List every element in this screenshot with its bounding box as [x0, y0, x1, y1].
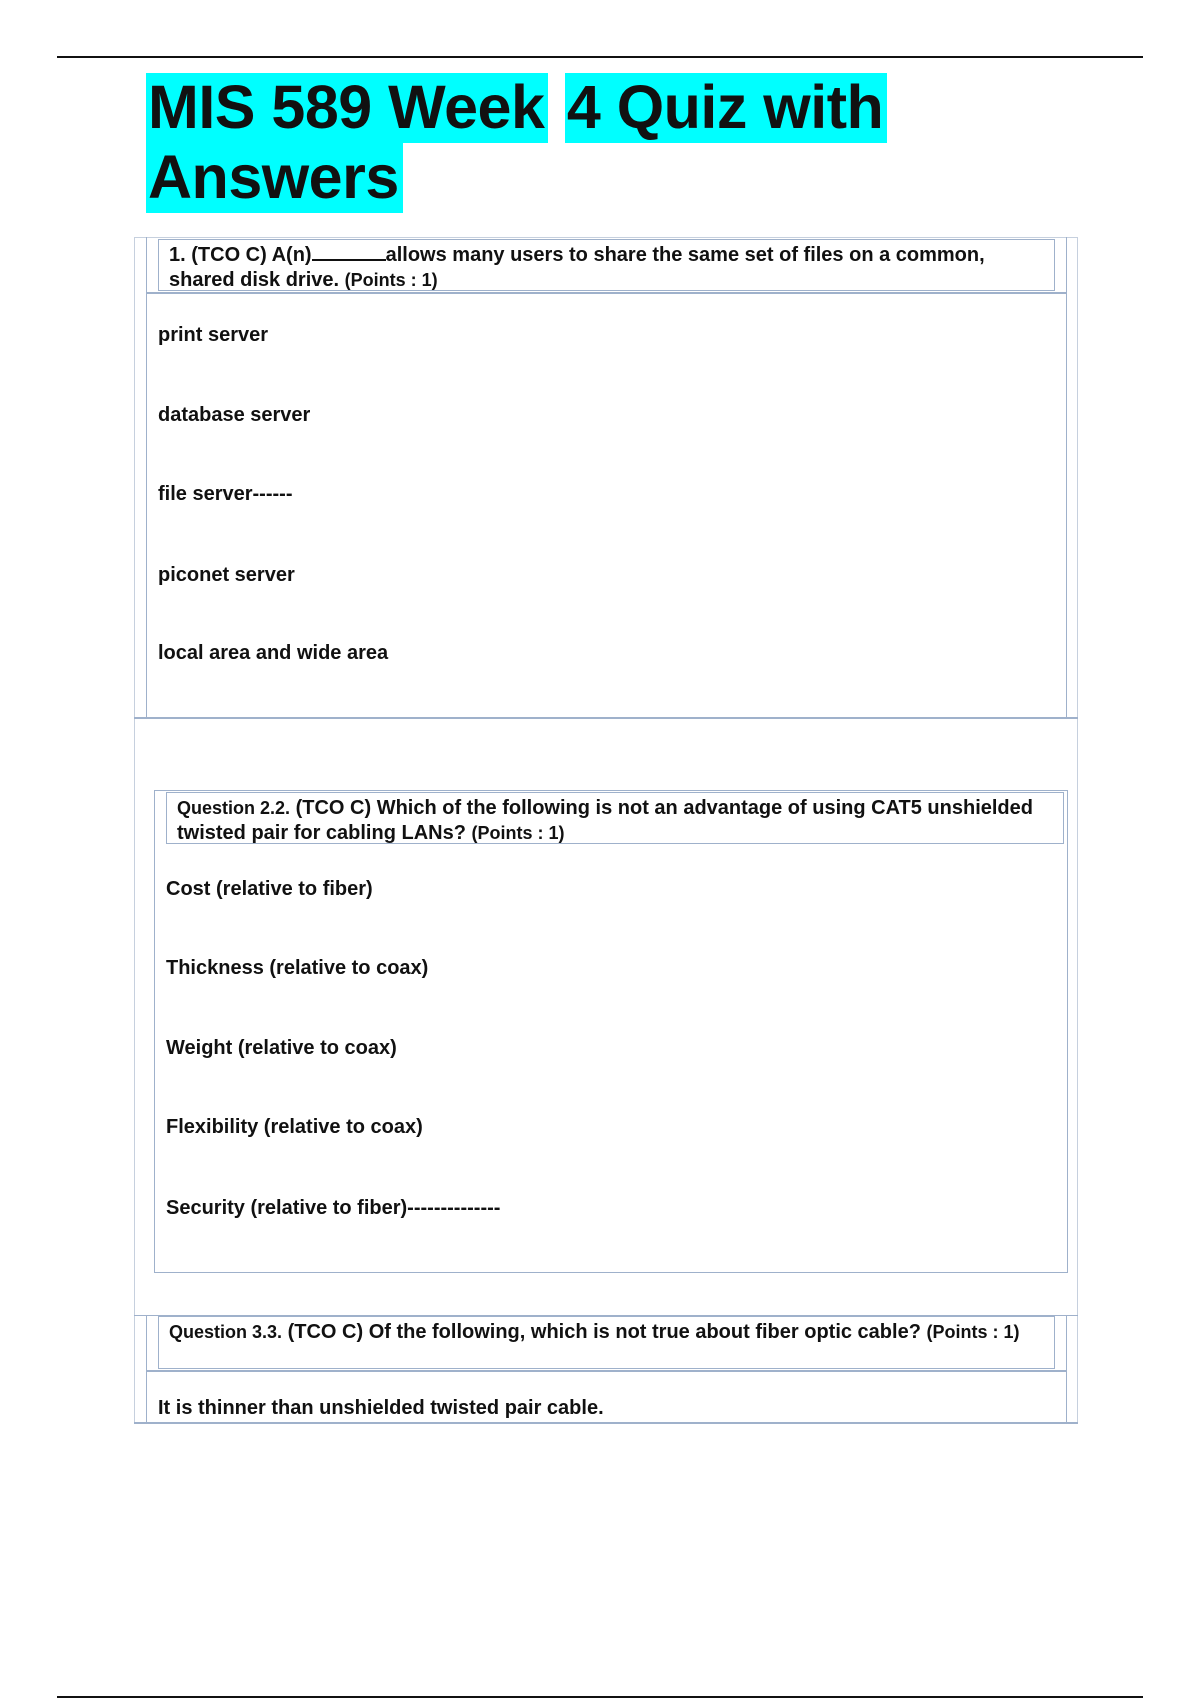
q1-stem-start: (TCO C) A(n) [191, 244, 312, 266]
question-2-header [166, 792, 1064, 844]
q1-header-divider [146, 292, 1067, 294]
question-3-header [158, 1316, 1055, 1369]
page-title [146, 72, 906, 212]
q1-blank [312, 243, 386, 261]
q1-right-border [1066, 237, 1067, 718]
q1-left-border [146, 237, 147, 718]
q1-option-1: print server [158, 324, 269, 346]
q3-stem: (TCO C) Of the following, which is not true about fiber optic cable? [287, 1321, 921, 1343]
q2-option-1: Cost (relative to fiber) [166, 878, 373, 900]
q1-number: 1. [169, 244, 186, 266]
title-part-2: 4 Quiz with [565, 73, 887, 143]
title-part-1: MIS 589 Week [146, 73, 548, 143]
q2-stem: (TCO C) Which of the following is not an advantage of using CAT5 unshielded twisted pair for cabling LANs? [177, 797, 1033, 844]
q1-option-4: piconet server [158, 564, 295, 586]
q1-bottom-border [134, 717, 1078, 719]
q3-right-border [1066, 1315, 1067, 1423]
q3-option-1: It is thinner than unshielded twisted pair cable. [158, 1397, 604, 1419]
top-rule [57, 56, 1143, 58]
q2-points: (Points : 1) [471, 823, 565, 843]
q1-stem-end: allows many users to share the same set of files on a common, shared disk drive. [169, 244, 985, 291]
q2-number: Question 2.2. [177, 798, 291, 818]
q1-points: (Points : 1) [344, 270, 438, 290]
q2-option-3: Weight (relative to coax) [166, 1037, 397, 1059]
q2-option-5: Security (relative to fiber)-------------- [166, 1197, 501, 1219]
q1-option-5: local area and wide area [158, 642, 389, 664]
q3-header-divider [146, 1370, 1067, 1372]
q2-option-4: Flexibility (relative to coax) [166, 1116, 423, 1138]
q3-bottom-border [134, 1422, 1078, 1424]
q1-option-2: database server [158, 404, 311, 426]
q2-option-2: Thickness (relative to coax) [166, 957, 429, 979]
q3-number: Question 3.3. [169, 1322, 283, 1342]
question-1-header [158, 239, 1055, 291]
bottom-rule [57, 1696, 1143, 1698]
q3-left-border [146, 1315, 147, 1423]
title-part-3: Answers [146, 143, 403, 213]
q1-option-3: file server------ [158, 483, 293, 505]
q3-points: (Points : 1) [926, 1322, 1020, 1342]
